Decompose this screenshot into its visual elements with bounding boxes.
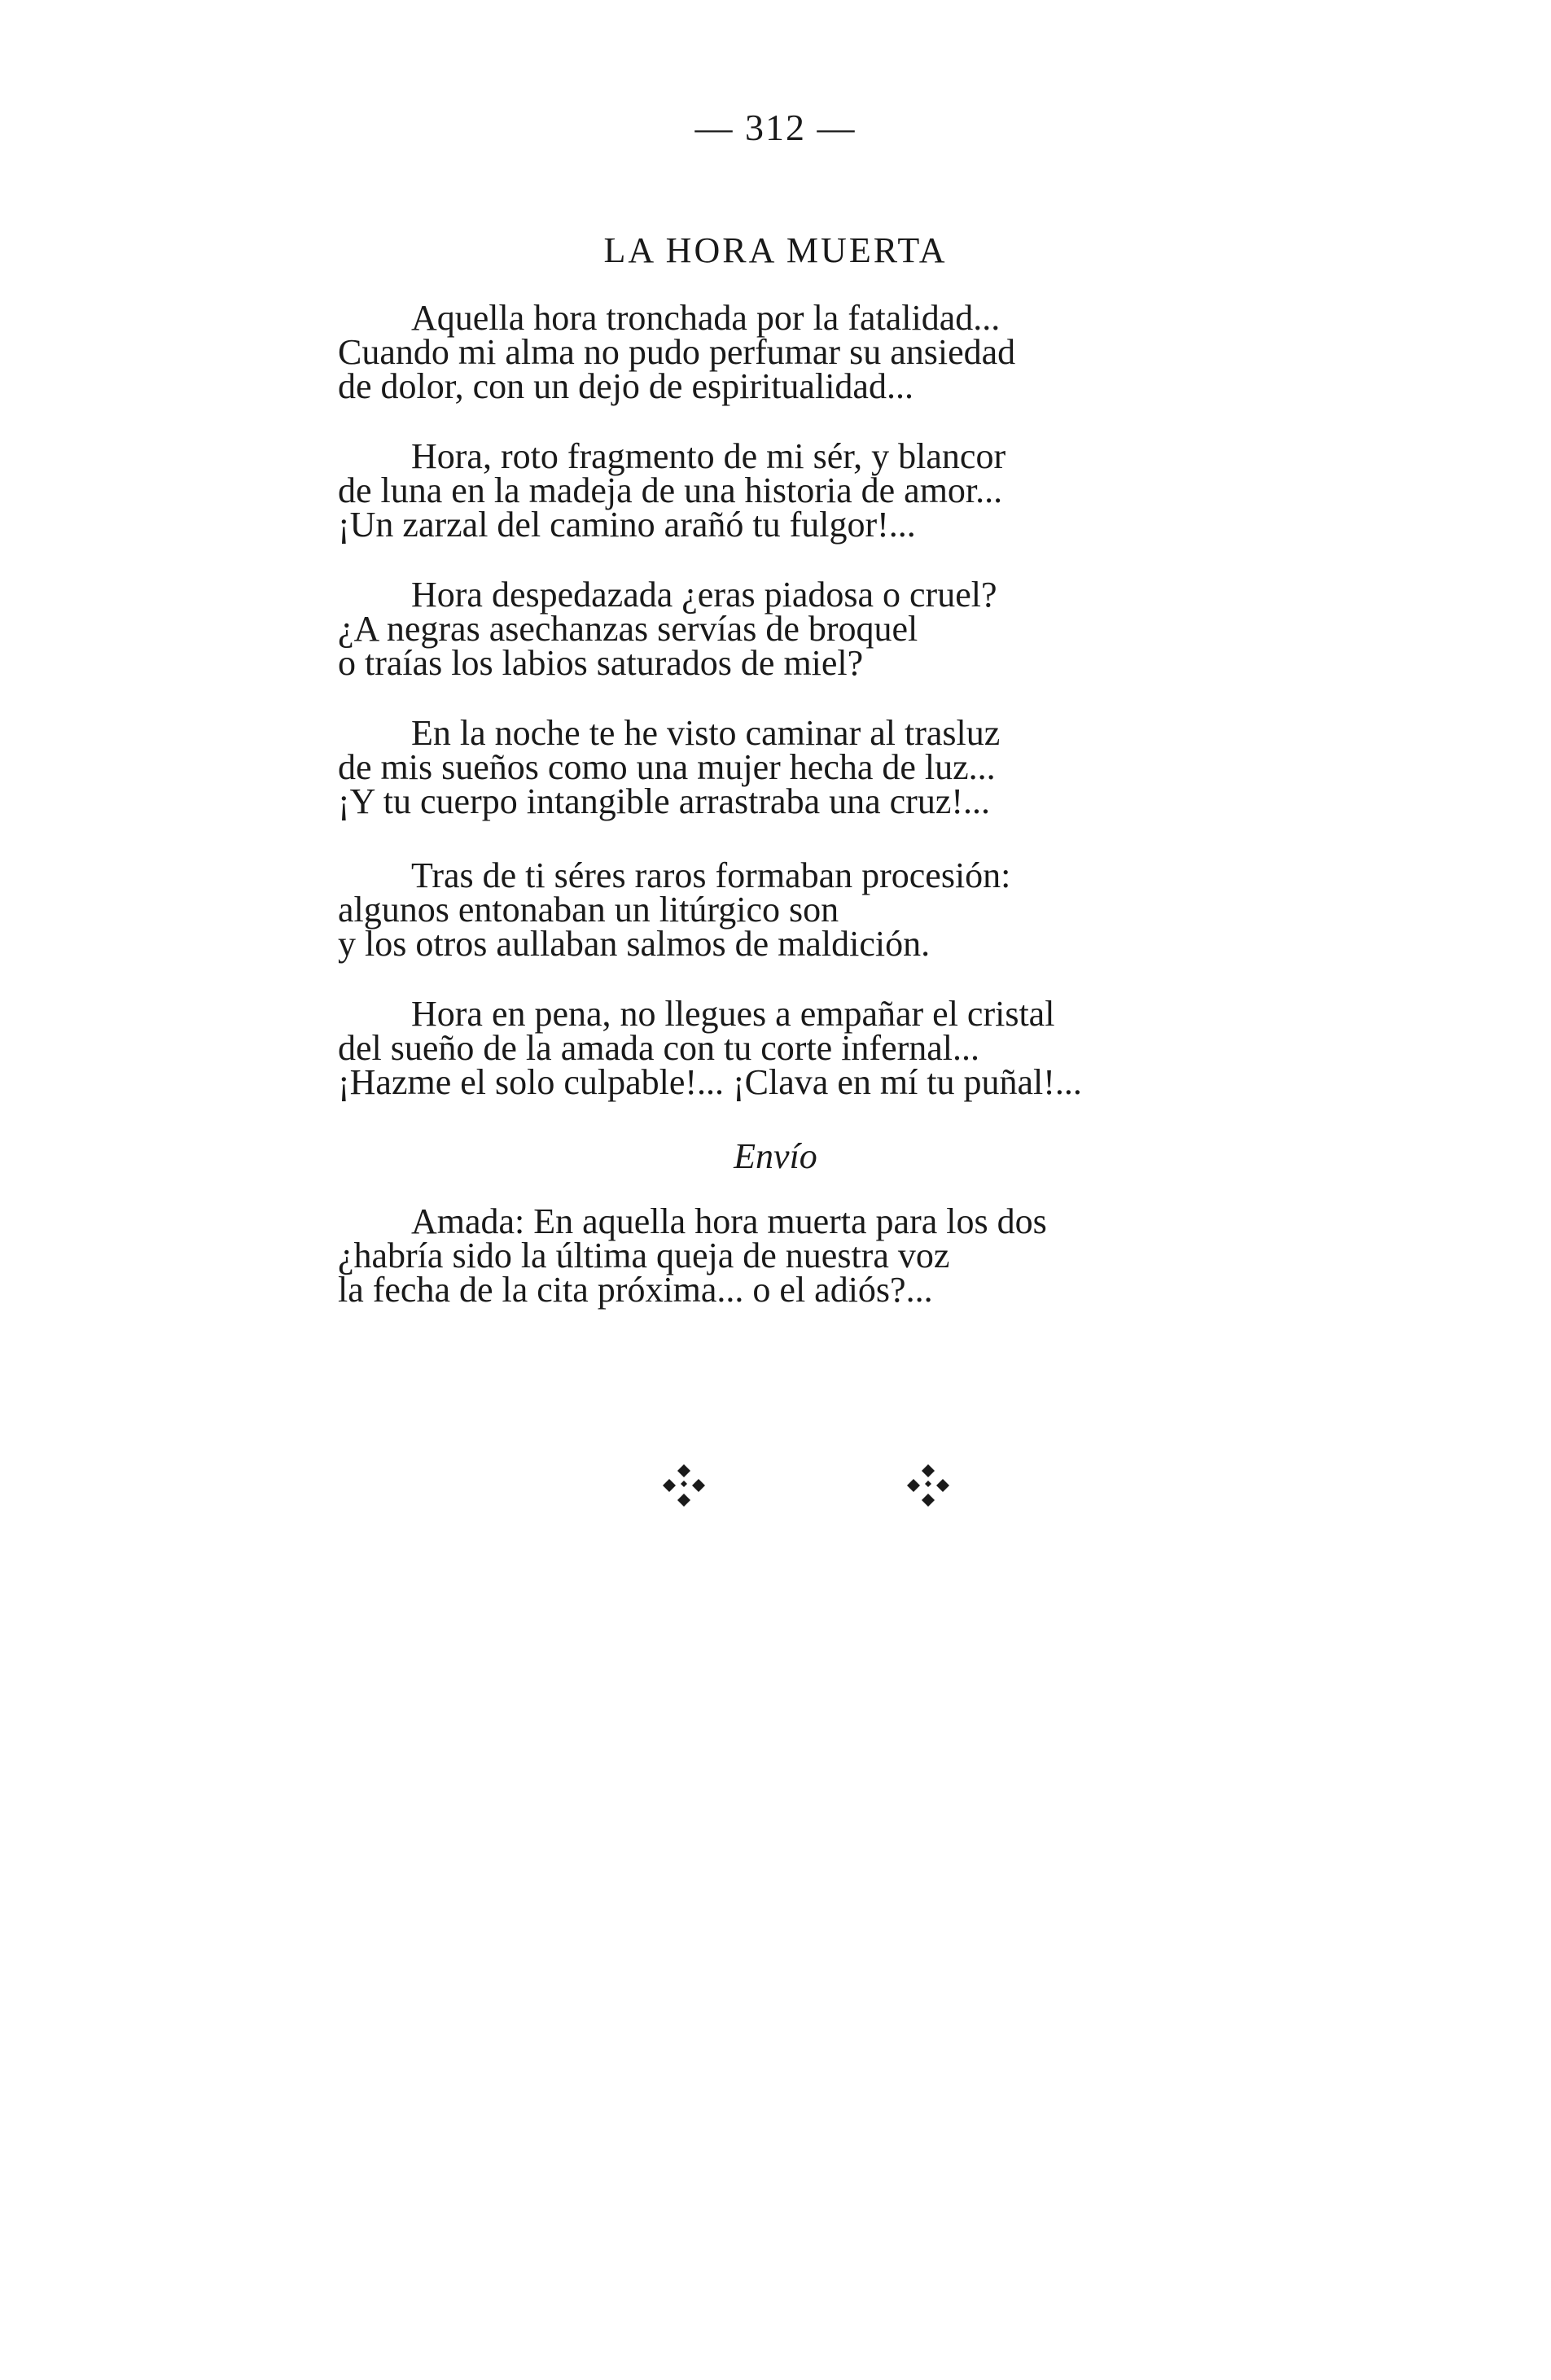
page-number: — 312 —	[694, 107, 857, 148]
verse-line: y los otros aullaban salmos de maldición.	[338, 924, 931, 964]
verse-line: Tras de ti séres raros formaban procesión:	[411, 855, 1011, 895]
verse-line: ¿A negras asechanzas servías de broquel	[338, 609, 918, 649]
stanza-envio	[338, 1201, 1315, 1310]
verse-line: ¿habría sido la última queja de nuestra voz	[338, 1236, 950, 1275]
verse-line: o traías los labios saturados de miel?	[338, 643, 864, 683]
verse-line: Aquella hora tronchada por la fatalidad...	[411, 298, 1001, 338]
verse-line: Hora despedazada ¿eras piadosa o cruel?	[411, 575, 997, 615]
verse-line: de mis sueños como una mujer hecha de luz...	[338, 747, 996, 787]
stanza-6	[338, 994, 1315, 1102]
envio-heading: Envío	[734, 1136, 817, 1176]
verse-line: Amada: En aquella hora muerta para los dos	[411, 1201, 1047, 1241]
verse-line: En la noche te he visto caminar al trasluz	[411, 713, 1001, 753]
verse-line: ¡Hazme el solo culpable!... ¡Clava en mí tu puñal!...	[338, 1062, 1082, 1102]
stanza-3	[338, 575, 1315, 683]
stanza-1	[338, 298, 1315, 406]
verse-line: Cuando mi alma no pudo perfumar su ansiedad	[338, 332, 1016, 372]
verse-line: algunos entonaban un litúrgico son	[338, 890, 839, 930]
verse-line: la fecha de la cita próxima... o el adiós?...	[338, 1270, 933, 1310]
verse-line: Hora, roto fragmento de mi sér, y blancor	[411, 436, 1006, 476]
verse-line: Hora en pena, no llegues a empañar el cristal	[411, 994, 1055, 1034]
fleuron-diamond-icon	[659, 1461, 708, 1510]
verse-line: ¡Y tu cuerpo intangible arrastraba una cruz!...	[338, 781, 991, 821]
verse-line: de dolor, con un dejo de espiritualidad...	[338, 366, 914, 406]
verse-line: ¡Un zarzal del camino arañó tu fulgor!...	[338, 505, 916, 545]
stanza-2	[338, 436, 1315, 545]
verse-line: del sueño de la amada con tu corte infernal...	[338, 1028, 980, 1068]
stanza-4	[338, 713, 1315, 821]
stanza-5	[338, 855, 1315, 964]
poem-title: LA HORA MUERTA	[603, 230, 948, 270]
verse-line: de luna en la madeja de una historia de amor...	[338, 470, 1003, 510]
fleuron-diamond-icon	[904, 1461, 953, 1510]
